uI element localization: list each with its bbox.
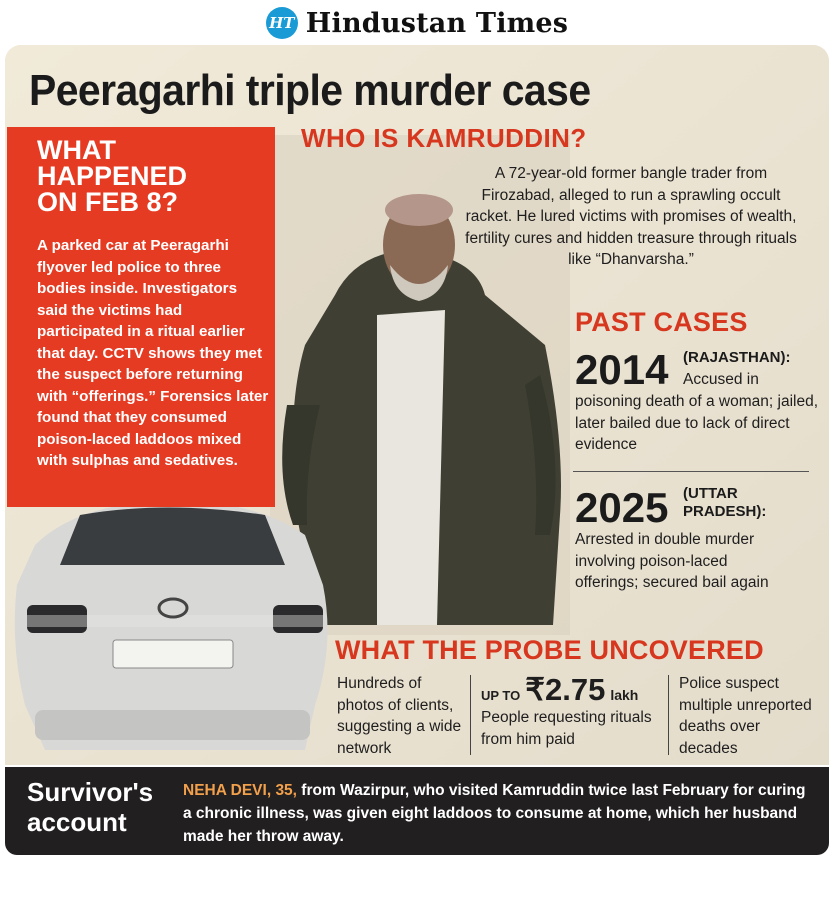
ht-logo-icon: HT bbox=[266, 7, 298, 39]
past-cases-title: PAST CASES bbox=[575, 307, 748, 337]
masthead-name: Hindustan Times bbox=[305, 7, 569, 39]
amount-unit: lakh bbox=[610, 687, 639, 703]
who-body: A 72-year-old former bangle trader from Firozabad, alleged to run a sprawling occult racket. He lured victims with promises of wealth, fertility cures and hidden treasure through rituals like “Dhanvarsha.” bbox=[465, 165, 797, 268]
case-year-2014: 2014 bbox=[575, 346, 669, 393]
case-text-2014: poisoning death of a woman; jailed, later bailed due to lack of direct evidence bbox=[575, 393, 818, 453]
probe-title: WHAT THE PROBE UNCOVERED bbox=[335, 635, 764, 665]
infographic-panel bbox=[5, 45, 829, 765]
case-year-2025: 2025 bbox=[575, 484, 669, 531]
payments-text: People requesting rituals from him paid bbox=[481, 709, 652, 748]
case-text-2014-lead: Accused in bbox=[683, 371, 759, 388]
probe-divider-1 bbox=[470, 675, 471, 755]
probe-col-payments bbox=[481, 673, 661, 750]
who-title: WHO IS KAMRUDDIN? bbox=[301, 123, 587, 153]
amount-value: ₹2.75 bbox=[525, 672, 606, 707]
survivor-story: from Wazirpur, who visited Kamruddin twice last February for curing a chronic illness, was given eight laddoos to consume at home, which her husband made her throw away. bbox=[183, 782, 806, 845]
what-happened-body: A parked car at Peeragarhi flyover led police to three bodies inside. Investigators said the victims had participated in a ritual earlier that day. CCTV shows they met the suspect before returning with “offerings.” Forensics later found that they consumed poison-laced laddoos mixed with sulphas and sedatives. bbox=[37, 237, 269, 469]
what-happened-title: WHAT HAPPENED ON FEB 8? bbox=[37, 135, 188, 217]
amount-line bbox=[481, 673, 661, 707]
case-divider bbox=[573, 471, 809, 472]
case-place-rajasthan: (RAJASTHAN): bbox=[683, 349, 791, 366]
what-happened-box bbox=[7, 127, 275, 507]
headline: Peeragarhi triple murder case bbox=[29, 66, 591, 115]
survivor-name: NEHA DEVI, 35, bbox=[183, 782, 297, 799]
probe-divider-2 bbox=[668, 675, 669, 755]
probe-col-deaths: Police suspect multiple unreported deaths over decades bbox=[679, 675, 812, 757]
amount-prefix: UP TO bbox=[481, 688, 521, 703]
probe-col-clients: Hundreds of photos of clients, suggesting a wide network bbox=[337, 675, 462, 757]
masthead bbox=[0, 0, 834, 46]
survivor-text bbox=[183, 779, 813, 848]
case-text-2025: Arrested in double murder involving poison-laced offerings; secured bail again bbox=[575, 531, 769, 591]
car-image bbox=[15, 500, 328, 750]
survivor-account-box bbox=[5, 767, 829, 855]
survivor-title: Survivor's account bbox=[27, 777, 154, 837]
case-place-uttar-pradesh: (UTTAR PRADESH): bbox=[683, 485, 767, 520]
